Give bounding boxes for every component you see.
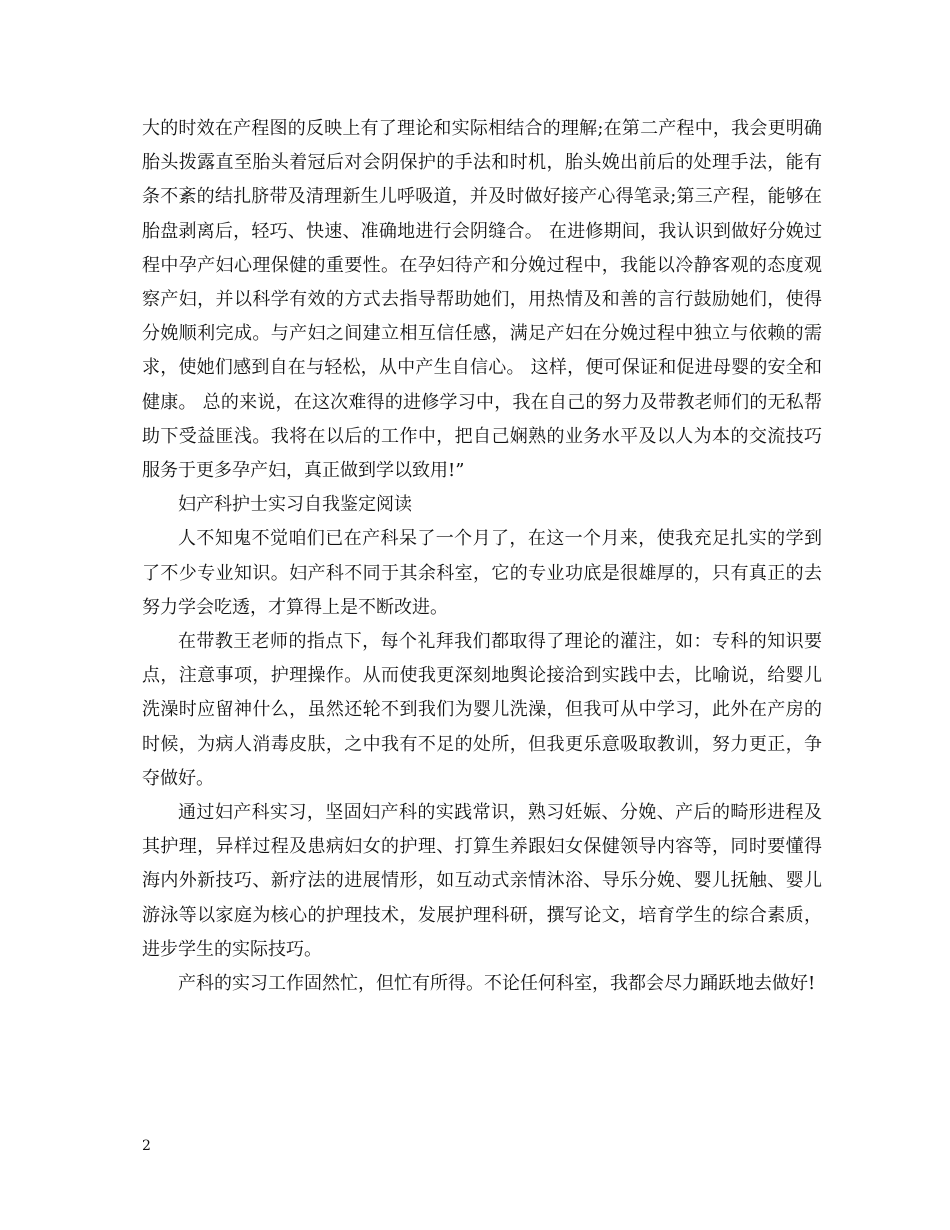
paragraph: 人不知鬼不觉咱们已在产科呆了一个月了，在这一个月来，使我充足扎实的学到了不少专业知识。妇产科不同于其余科室，它的专业功底是很雄厚的，只有真正的去努力学会吃透，才算得上是不断改进。 [142,528,822,618]
paragraph: 在带教王老师的指点下，每个礼拜我们都取得了理论的灌注，如：专科的知识要点，注意事项，护理操作。从而使我更深刻地舆论接洽到实践中去，比喻说，给婴儿洗澡时应留神什么，虽然还轮不到我们为婴儿洗澡，但我可从中学习，此外在产房的时候，为病人消毒皮肤，之中我有不足的处所，但我更乐意吸取教训，努力更正，争夺做好。 [142,631,822,789]
page-number: 2 [142,1138,151,1154]
paragraph: 通过妇产科实习，坚固妇产科的实践常识，熟习妊娠、分娩、产后的畸形进程及其护理，异样过程及患病妇女的护理、打算生养跟妇女保健领导内容等，同时要懂得海内外新技巧、新疗法的进展情形，如互动式亲情沐浴、导乐分娩、婴儿抚触、婴儿游泳等以家庭为核心的护理技术，发展护理科研，撰写论文，培育学生的综合素质，进步学生的实际技巧。 [142,802,822,960]
paragraph-continued: 大的时效在产程图的反映上有了理论和实际相结合的理解;在第二产程中，我会更明确胎头拨露直至胎头着冠后对会阴保护的手法和时机，胎头娩出前后的处理手法，能有条不紊的结扎脐带及清理新生儿呼吸道，并及时做好接产心得笔录;第三产程，能够在胎盘剥离后，轻巧、快速、准确地进行会阴缝合。 在进修期间，我认识到做好分娩过程中孕产妇心理保健的重要性。在孕妇待产和分娩过程中，我能以冷静客观的态度观察产妇，并以科学有效的方式去指导帮助她们，用热情及和善的言行鼓励她们，使得分娩顺利完成。与产妇之间建立相互信任感，满足产妇在分娩过程中独立与依赖的需求，使她们感到自在与轻松，从中产生自信心。 这样，便可保证和促进母婴的安全和健康。 总的来说，在这次难得的进修学习中，我在自己的努力及带教老师们的无私帮助下受益匪浅。我将在以后的工作中，把自己娴熟的业务水平及以人为本的交流技巧服务于更多孕产妇，真正做到学以致用!” [142,118,822,482]
document-body [142,112,822,1001]
section-heading: 妇产科护士实习自我鉴定阅读 [178,494,412,516]
paragraph: 产科的实习工作固然忙，但忙有所得。不论任何科室，我都会尽力踊跃地去做好! [178,973,816,995]
